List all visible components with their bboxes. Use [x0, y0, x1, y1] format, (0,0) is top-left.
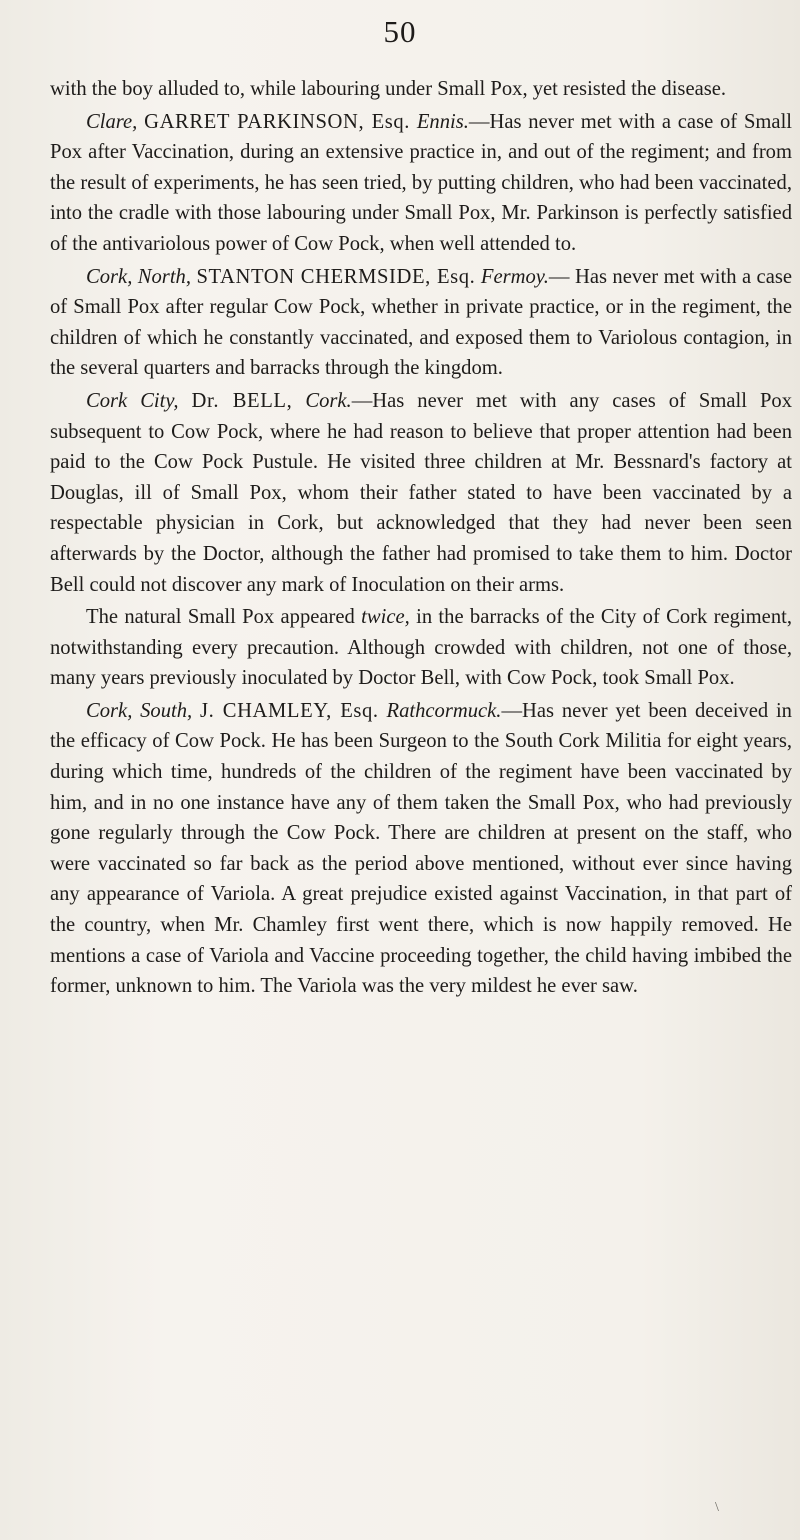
entry-cork-north — [50, 262, 792, 384]
paragraph-natural-small-pox — [50, 602, 792, 694]
page-text — [50, 74, 792, 1002]
entry-town: Cork. — [305, 389, 352, 412]
entry-place: Cork City, — [86, 389, 179, 412]
page-number: 50 — [383, 14, 417, 49]
entry-town: Rathcormuck. — [386, 699, 502, 722]
entry-text: — Has never met with a case of Small Pox after regular Cow Pock, whether in private practice, or in the regiment, the children of which he constantly vaccinated, and exposed them to Variolous contagion, in the several quarters and barracks through the kingdom. — [50, 265, 792, 380]
stray-mark: \ — [715, 1500, 719, 1515]
entry-place: Cork, North, — [86, 265, 191, 288]
entry-name: STANTON CHERMSIDE, Esq. — [196, 265, 476, 288]
paragraph-emphasis: twice, — [361, 606, 410, 629]
entry-cork-south — [50, 696, 792, 1002]
entry-text: —Has never met with a case of Small Pox after Vaccination, during an extensive practice in, and out of the regiment; and from the result of experiments, he has seen tried, by putting children, who had been vaccinated, into the cradle with those labouring under Small Pox, Mr. Parkinson is perfectly satisfied of the antivariolous power of Cow Pock, when well attended to. — [50, 110, 793, 255]
paragraph-text: with the boy alluded to, while labouring under Small Pox, yet resisted the disease. — [50, 78, 727, 100]
entry-place: Clare, — [86, 110, 138, 133]
entry-clare — [50, 107, 792, 260]
entry-cork-city — [50, 386, 792, 600]
entry-name: J. CHAMLEY, Esq. — [199, 699, 379, 722]
entry-name: Dr. BELL, — [191, 389, 293, 412]
entry-name: GARRET PARKINSON, Esq. — [144, 110, 411, 133]
entry-place: Cork, South, — [86, 699, 193, 722]
entry-text: —Has never met with any cases of Small Pox subsequent to Cow Pock, where he had reason to believe that proper attention had been paid to the Cow Pock Pustule. He visited three children at Mr. Bessnard's factory at Douglas, ill of Small Pox, whom their father stated to have been vaccinated by a respectable physician in Cork, but acknowledged that they had never been seen afterwards by the Doctor, although the father had promised to take them to him. Doctor Bell could not discover any mark of Inoculation on their arms. — [50, 389, 793, 596]
entry-text: —Has never yet been deceived in the efficacy of Cow Pock. He has been Surgeon to the South Cork Militia for eight years, during which time, hundreds of the children of the regiment have been vaccinated by him, and in no one instance have any of them taken the Small Pox, who had previously gone regularly through the Cow Pock. There are children at present on the staff, who were vaccinated so far back as the period above mentioned, without ever since having any appearance of Variola. A great prejudice existed against Vaccination, in that part of the country, when Mr. Chamley first went there, which is now happily removed. He mentions a case of Variola and Vaccine proceeding together, the child having imbibed the former, unknown to him. The Variola was the very mildest he ever saw. — [50, 699, 792, 998]
paragraph-continuation — [50, 74, 792, 105]
paragraph-text-start: The natural Small Pox appeared — [86, 606, 362, 629]
entry-town: Ennis. — [416, 110, 469, 133]
paragraph-text-end: in the barracks of the City of Cork regiment, notwithstanding every precaution. Although crowded with children, not one of those, many years previously inoculated by Doctor Bell, with Cow Pock, took Small Pox. — [50, 606, 792, 690]
entry-town: Fermoy. — [480, 265, 549, 288]
